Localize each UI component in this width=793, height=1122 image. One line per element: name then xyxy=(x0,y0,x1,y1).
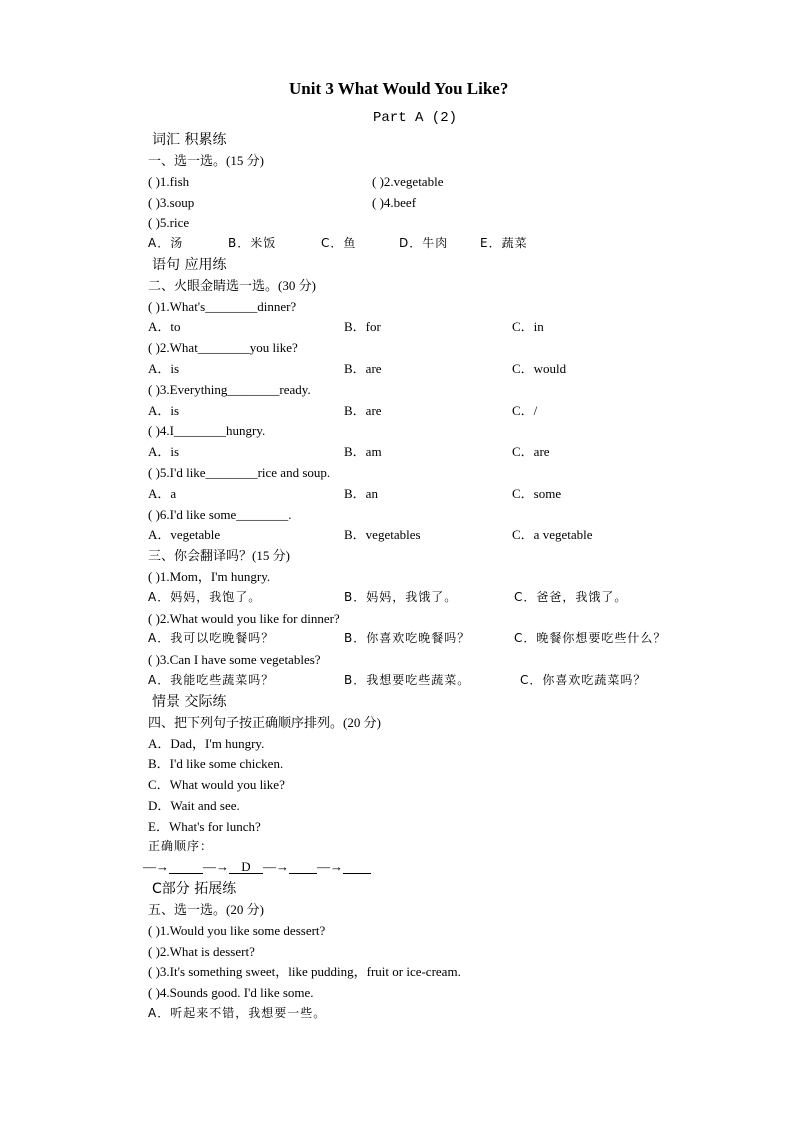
section-heading-vocab: 词汇 积累练 xyxy=(152,132,227,148)
q1-item-1: ( )1.fish xyxy=(148,174,190,189)
order-blank-4 xyxy=(343,860,371,874)
q4-order-label: 正确顺序： xyxy=(148,839,214,853)
q3-q2-option-b: B．你喜欢吃晚餐吗？ xyxy=(344,631,471,645)
order-arrow: —→ xyxy=(317,859,343,874)
q3-q1-option-a: A．妈妈，我饱了。 xyxy=(148,590,262,604)
section-heading-extension: C部分 拓展练 xyxy=(152,881,237,897)
q2-q4-option-a: A．is xyxy=(148,444,180,459)
q2-q4-option-b: B．am xyxy=(344,444,382,459)
q2-q6-option-b: B．vegetables xyxy=(344,527,421,542)
q2-q1-option-b: B．for xyxy=(344,319,381,334)
section-heading-sentences: 语句 应用练 xyxy=(152,257,227,273)
q2-q5-option-c: C．some xyxy=(512,486,562,501)
q1-heading: 一、选一选。(15 分) xyxy=(148,153,264,168)
order-arrow: —→ xyxy=(143,859,169,874)
order-blank-3 xyxy=(289,860,317,874)
q4-heading: 四、把下列句子按正确顺序排列。(20 分) xyxy=(148,715,381,730)
q3-q3-option-c: C．你喜欢吃蔬菜吗？ xyxy=(520,673,647,687)
q2-question-2: ( )2.What________you like? xyxy=(148,340,298,355)
order-arrow: —→ xyxy=(263,859,289,874)
q2-q6-option-c: C．a vegetable xyxy=(512,527,593,542)
q1-option-d: D．牛肉 xyxy=(399,236,449,250)
q1-option-c: C．鱼 xyxy=(321,236,357,250)
order-blank-2 xyxy=(229,860,263,874)
q5-item-3: ( )3.It's something sweet，like pudding，fruit or ice-cream. xyxy=(148,964,461,979)
q3-q3-option-b: B．我想要吃些蔬菜。 xyxy=(344,673,471,687)
q3-q3-option-a: A．我能吃些蔬菜吗？ xyxy=(148,673,275,687)
q2-q3-option-a: A．is xyxy=(148,403,180,418)
q1-option-b: B．米饭 xyxy=(228,236,277,250)
order-blank-1 xyxy=(169,860,203,874)
q5-item-4: ( )4.Sounds good. I'd like some. xyxy=(148,985,314,1000)
q2-q6-option-a: A．vegetable xyxy=(148,527,221,542)
q2-q2-option-c: C．would xyxy=(512,361,567,376)
q2-question-4: ( )4.I________hungry. xyxy=(148,423,266,438)
q5-item-2: ( )2.What is dessert? xyxy=(148,944,255,959)
q2-question-5: ( )5.I'd like________rice and soup. xyxy=(148,465,331,480)
q1-item-3: ( )3.soup xyxy=(148,195,195,210)
q4-sentence-d: D．Wait and see. xyxy=(148,798,240,813)
q3-q2-option-c: C．晚餐你想要吃些什么？ xyxy=(514,631,667,645)
q5-item-1: ( )1.Would you like some dessert? xyxy=(148,923,326,938)
q2-question-6: ( )6.I'd like some________. xyxy=(148,507,292,522)
q2-heading: 二、火眼金睛选一选。(30 分) xyxy=(148,278,316,293)
q2-q1-option-c: C．in xyxy=(512,319,544,334)
q4-order-chain xyxy=(143,860,371,874)
q2-q1-option-a: A．to xyxy=(148,319,181,334)
q2-q2-option-b: B．are xyxy=(344,361,382,376)
q3-q2-option-a: A．我可以吃晚餐吗？ xyxy=(148,631,275,645)
q2-q3-option-c: C．/ xyxy=(512,403,538,418)
page-subtitle: Part A (2) xyxy=(373,110,458,126)
q1-option-a: A．汤 xyxy=(148,236,184,250)
q3-q1-option-b: B．妈妈，我饿了。 xyxy=(344,590,458,604)
q4-sentence-c: C．What would you like? xyxy=(148,777,285,792)
q2-q3-option-b: B．are xyxy=(344,403,382,418)
q3-heading: 三、你会翻译吗？(15 分) xyxy=(148,548,290,563)
q5-option-a: A．听起来不错，我想要一些。 xyxy=(148,1006,327,1020)
order-given-answer: D xyxy=(241,859,251,874)
q3-q1-option-c: C．爸爸，我饿了。 xyxy=(514,590,628,604)
q2-question-1: ( )1.What's________dinner? xyxy=(148,299,297,314)
q2-q4-option-c: C．are xyxy=(512,444,550,459)
q4-sentence-a: A．Dad，I'm hungry. xyxy=(148,736,265,751)
q2-q2-option-a: A．is xyxy=(148,361,180,376)
q1-option-e: E．蔬菜 xyxy=(480,236,528,250)
q2-q5-option-a: A．a xyxy=(148,486,177,501)
q4-sentence-b: B．I'd like some chicken. xyxy=(148,756,284,771)
q3-question-1: ( )1.Mom，I'm hungry. xyxy=(148,569,271,584)
q1-item-2: ( )2.vegetable xyxy=(372,174,444,189)
q2-q5-option-b: B．an xyxy=(344,486,378,501)
q1-item-4: ( )4.beef xyxy=(372,195,417,210)
q3-question-2: ( )2.What would you like for dinner? xyxy=(148,611,340,626)
section-heading-communication: 情景 交际练 xyxy=(152,694,227,710)
page-title: Unit 3 What Would You Like? xyxy=(289,79,509,98)
order-arrow: —→ xyxy=(203,859,229,874)
q1-item-5: ( )5.rice xyxy=(148,215,190,230)
q2-question-3: ( )3.Everything________ready. xyxy=(148,382,311,397)
q3-question-3: ( )3.Can I have some vegetables? xyxy=(148,652,321,667)
q4-sentence-e: E．What's for lunch? xyxy=(148,819,261,834)
q5-heading: 五、选一选。(20 分) xyxy=(148,902,264,917)
